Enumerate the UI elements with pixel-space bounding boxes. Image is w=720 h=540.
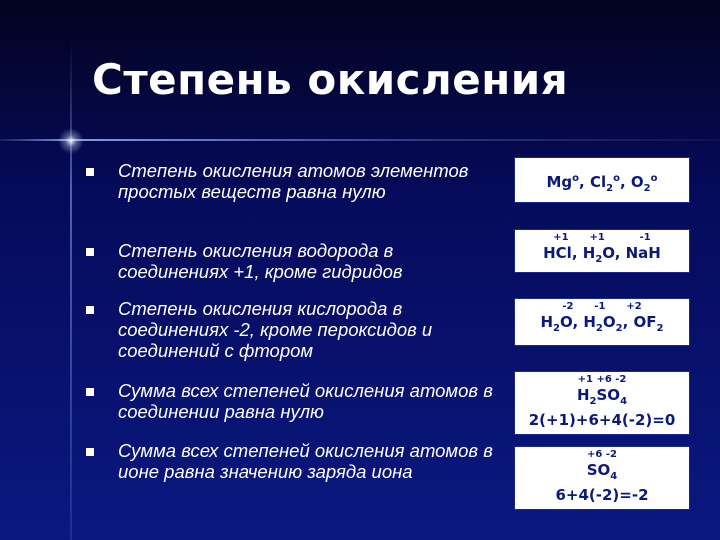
sum-calculation: 6+4(-2)=-2 bbox=[555, 486, 649, 504]
subscript: 2 bbox=[606, 183, 614, 194]
oxidation-states: +1 +1 -1 bbox=[553, 232, 651, 243]
formula-text: , Cl bbox=[579, 173, 607, 191]
example-box-ion-sum bbox=[514, 446, 690, 510]
decorative-vertical-line bbox=[70, 40, 72, 540]
subscript: 2 bbox=[553, 323, 561, 334]
subscript: 4 bbox=[620, 396, 628, 407]
decorative-horizontal-line bbox=[0, 139, 720, 141]
example-box-oxygen bbox=[514, 298, 690, 346]
bullet-text: Степень окисления атомов элементов простых веществ равна нулю bbox=[118, 160, 469, 202]
formula-text: O, H bbox=[560, 313, 596, 331]
formula-text: HCl, H bbox=[543, 244, 596, 262]
bullet-text: Сумма всех степеней окисления атомов в ионе равна значению заряда иона bbox=[118, 440, 493, 482]
subscript: 4 bbox=[610, 471, 618, 482]
square-bullet-icon bbox=[86, 448, 94, 456]
subscript: 2 bbox=[595, 323, 603, 334]
sum-calculation: 2(+1)+6+4(-2)=0 bbox=[528, 411, 676, 429]
example-box-compound-sum bbox=[514, 371, 690, 435]
formula bbox=[515, 244, 689, 269]
example-box-hydrogen bbox=[514, 229, 690, 273]
subscript: 2 bbox=[595, 254, 603, 265]
formula bbox=[515, 386, 689, 411]
example-box-simple-substances bbox=[514, 157, 690, 203]
formula bbox=[515, 313, 689, 338]
formula-text: O, NaH bbox=[602, 244, 661, 262]
subscript: 2 bbox=[643, 183, 651, 194]
formula-text: SO bbox=[596, 386, 621, 404]
bullet-text: Степень окисления водорода в соединениях +1, кроме гидридов bbox=[118, 240, 403, 282]
oxidation-states: +1 +6 -2 bbox=[577, 374, 627, 385]
formula-text: Mg bbox=[546, 173, 573, 191]
oxidation-states: -2 -1 +2 bbox=[562, 301, 642, 312]
formula bbox=[515, 170, 689, 198]
subscript: 2 bbox=[615, 323, 623, 334]
formula-text: H bbox=[540, 313, 554, 331]
formula bbox=[515, 461, 689, 486]
formula-text: O bbox=[602, 313, 616, 331]
subscript: 2 bbox=[589, 396, 597, 407]
formula-text: H bbox=[576, 386, 590, 404]
bullet-text: Сумма всех степеней окисления атомов в соединении равна нулю bbox=[118, 380, 493, 422]
square-bullet-icon bbox=[86, 306, 94, 314]
formula-text: , OF bbox=[622, 313, 657, 331]
bullet-text: Степень окисления кислорода в соединениях -2, кроме пероксидов и соединений с фтором bbox=[118, 298, 433, 361]
square-bullet-icon bbox=[86, 168, 94, 176]
oxidation-states: +6 -2 bbox=[587, 449, 617, 460]
subscript: 2 bbox=[656, 323, 664, 334]
square-bullet-icon bbox=[86, 388, 94, 396]
decorative-star-glow bbox=[58, 128, 84, 154]
page-title: Степень окисления bbox=[92, 55, 569, 104]
formula-text: SO bbox=[586, 461, 611, 479]
superscript: o bbox=[613, 173, 620, 184]
square-bullet-icon bbox=[86, 248, 94, 256]
superscript: o bbox=[650, 173, 658, 184]
formula-text: , O bbox=[619, 173, 644, 191]
superscript: o bbox=[572, 173, 580, 184]
